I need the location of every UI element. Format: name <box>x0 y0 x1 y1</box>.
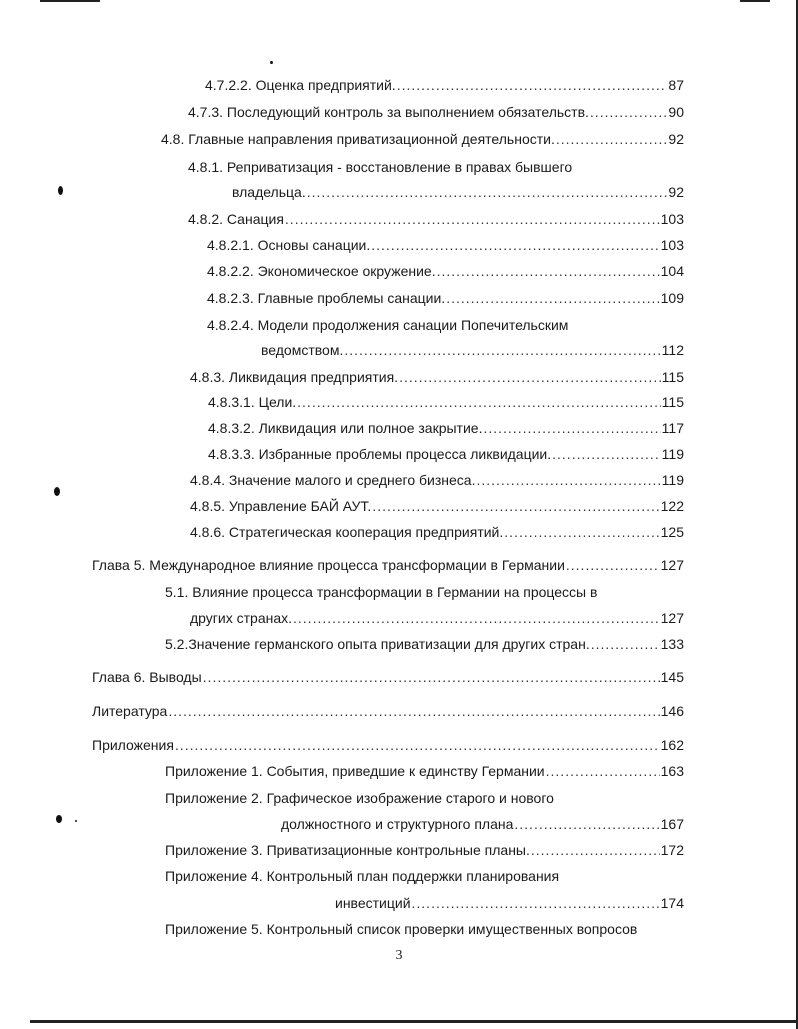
toc-entry-page: 162 <box>660 737 684 753</box>
toc-entry <box>188 210 684 228</box>
toc-entry-page: 122 <box>660 498 684 514</box>
toc-entry-title: 4.8.2.3. Главные проблемы санации. <box>207 290 446 306</box>
toc-entry-title: 4.8.3.3. Избранные проблемы процесса ликвидации. <box>208 446 552 462</box>
toc-leader <box>293 609 660 627</box>
toc-entry <box>161 130 684 148</box>
toc-entry <box>335 894 684 912</box>
page-number: 3 <box>395 948 403 963</box>
toc-leader <box>476 471 660 489</box>
toc-entry <box>92 702 684 720</box>
toc-entry <box>207 236 684 254</box>
toc-entry-continuation: инвестиций <box>335 895 411 911</box>
toc-leader <box>203 668 660 686</box>
toc-entry-page: 103 <box>660 237 684 253</box>
toc-leader <box>412 894 660 912</box>
toc-entry <box>190 368 684 386</box>
toc-entry-page: 163 <box>660 763 684 779</box>
toc-entry <box>165 762 684 780</box>
toc-leader <box>344 341 660 359</box>
toc-leader <box>566 556 660 574</box>
toc-entry-title: Приложения <box>92 737 174 753</box>
toc-entry <box>261 341 684 359</box>
toc-entry-continuation: владельца. <box>232 184 306 200</box>
toc-entry <box>165 841 684 859</box>
toc-entry <box>165 635 684 653</box>
toc-leader <box>175 736 660 754</box>
toc-leader <box>552 445 661 463</box>
toc-leader <box>285 210 660 228</box>
toc-entry-page: 112 <box>661 342 684 358</box>
toc-entry-page: 87 <box>668 77 684 93</box>
toc-leader <box>546 762 660 780</box>
toc-leader <box>397 76 668 94</box>
toc-leader <box>446 289 659 307</box>
toc-entry-title: 4.8.2.1. Основы санации. <box>207 237 371 253</box>
toc-entry-page: 167 <box>660 816 684 832</box>
toc-entry <box>190 471 684 489</box>
toc-leader <box>483 419 660 437</box>
toc-entry-page: 172 <box>660 842 684 858</box>
toc-entry-page: 104 <box>660 263 684 279</box>
toc-entry <box>92 556 684 574</box>
toc-entry-page: 90 <box>668 104 684 120</box>
toc-entry-page: 127 <box>660 610 684 626</box>
toc-leader <box>514 815 659 833</box>
toc-entry-page: 115 <box>661 394 684 410</box>
toc-entry-title: Глава 5. Международное влияние процесса трансформации в Германии <box>92 557 565 573</box>
toc-entry <box>208 419 684 437</box>
toc-entry-page: 119 <box>661 472 684 488</box>
toc-leader <box>307 183 668 201</box>
toc-leader <box>504 523 659 541</box>
toc-entry-title: 4.8.3.1. Цели. <box>208 394 297 410</box>
toc-entry <box>207 262 684 280</box>
toc-entry <box>281 815 684 833</box>
toc-entry-page: 119 <box>661 446 684 462</box>
toc-leader <box>556 130 668 148</box>
toc-entry-page: 127 <box>660 557 684 573</box>
toc-entry <box>232 183 684 201</box>
toc-entry-title: Приложение 3. Приватизационные контрольные планы. <box>165 842 530 858</box>
toc-leader <box>591 635 660 653</box>
toc-entry <box>190 609 684 627</box>
toc-entry-page: 115 <box>661 369 684 385</box>
toc-entry <box>190 523 684 541</box>
toc-entry-continuation: ведомством. <box>261 342 344 358</box>
toc-entry-title: 5.1. Влияние процесса трансформации в Германии на процессы в <box>165 584 598 600</box>
toc-leader <box>399 368 661 386</box>
toc-entry-page: 145 <box>660 669 684 685</box>
toc-entry-title: 4.8.3.2. Ликвидация или полное закрытие. <box>208 420 483 436</box>
toc-entry <box>190 497 684 515</box>
toc-leader <box>531 841 660 859</box>
toc-entry-title: 4.7.3. Последующий контроль за выполнением обязательств. <box>188 104 589 120</box>
toc-entry-title: 4.8.2.4. Модели продолжения санации Попечительским <box>207 317 569 333</box>
toc-entry <box>92 736 684 754</box>
toc-entry-title: 4.8.1. Реприватизация - восстановление в правах бывшего <box>188 159 573 175</box>
toc-entry-title: Глава 6. Выводы <box>92 669 202 685</box>
toc-entry-page: 92 <box>668 131 684 147</box>
toc-leader <box>371 236 659 254</box>
toc-entry <box>92 668 684 686</box>
toc-entry <box>205 76 684 94</box>
toc-entry-title: Приложение 1. События, приведшие к единству Германии <box>165 763 545 779</box>
toc-entry <box>208 393 684 411</box>
toc-entry-page: 133 <box>660 636 684 652</box>
scan-edge-bottom <box>30 1020 798 1023</box>
toc-entry-page: 92 <box>668 184 684 200</box>
toc-entry-title: 4.8.5. Управление БАЙ АУТ. <box>190 498 372 514</box>
toc-entry-title: 4.8.2.2. Экономическое окружение. <box>207 263 436 279</box>
toc-leader <box>297 393 661 411</box>
toc-entry-page: 125 <box>660 524 684 540</box>
toc-entry-continuation: должностного и структурного плана <box>281 816 514 832</box>
toc-entry-page: 146 <box>660 703 684 719</box>
toc-entry <box>188 103 684 121</box>
toc-entry-title: 4.7.2.2. Оценка предприятий. <box>205 77 396 93</box>
toc-entry-page: 109 <box>660 290 684 306</box>
toc-entry <box>208 445 684 463</box>
toc-entry-title: Литература <box>92 703 168 719</box>
toc-entry-page: 117 <box>661 420 684 436</box>
toc-entry-title: Приложение 4. Контрольный план поддержки планирования <box>165 868 560 884</box>
toc-leader <box>590 103 668 121</box>
toc-entry-title: 4.8.3. Ликвидация предприятия. <box>190 369 399 385</box>
toc-entry-title: 4.8. Главные направления приватизационной деятельности. <box>161 131 555 147</box>
toc-entry-title: 5.2.Значение германского опыта приватизации для других стран. <box>165 636 590 652</box>
toc-leader <box>372 497 659 515</box>
toc-entry <box>207 289 684 307</box>
toc-entry-title: Приложение 2. Графическое изображение старого и нового <box>165 790 554 806</box>
toc-leader <box>168 702 659 720</box>
toc-entry-continuation: других странах. <box>190 610 293 626</box>
toc-leader <box>437 262 660 280</box>
toc-entry-title: 4.8.2. Санация <box>188 211 284 227</box>
toc-entry-title: Приложение 5. Контрольный список проверки имущественных вопросов <box>165 921 638 937</box>
toc-entry-title: 4.8.4. Значение малого и среднего бизнеса. <box>190 472 476 488</box>
toc-entry-page: 174 <box>660 895 684 911</box>
toc-entry-page: 103 <box>660 211 684 227</box>
toc-entry-title: 4.8.6. Стратегическая кооперация предприятий. <box>190 524 504 540</box>
